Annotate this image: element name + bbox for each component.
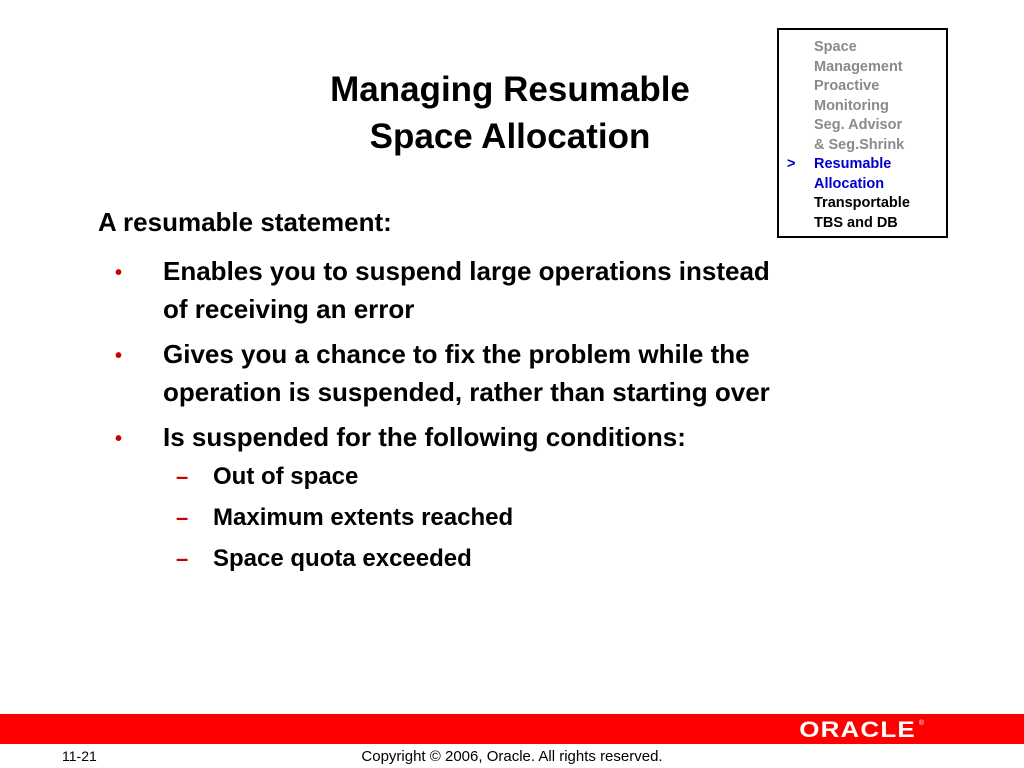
bullet-line: Enables you to suspend large operations instead bbox=[163, 256, 770, 286]
topic-item: Seg. Advisor bbox=[814, 117, 903, 133]
topic-item: Space bbox=[814, 39, 857, 55]
dash-icon: – bbox=[176, 464, 189, 489]
bullet-line: Is suspended for the following conditions: bbox=[163, 422, 686, 452]
bullet-icon: • bbox=[115, 345, 123, 367]
topic-item: & Seg.Shrink bbox=[814, 137, 905, 153]
topic-item: Monitoring bbox=[814, 98, 889, 114]
page-number: 11-21 bbox=[62, 748, 97, 764]
topic-item: Proactive bbox=[814, 78, 880, 94]
topic-item: Management bbox=[814, 59, 903, 75]
dash-icon: – bbox=[176, 546, 189, 571]
bullet-text bbox=[163, 252, 923, 328]
oracle-logo: ORACLE bbox=[799, 717, 916, 742]
dash-icon: – bbox=[176, 505, 189, 530]
current-topic-marker: > bbox=[787, 156, 796, 172]
topic-item-current: Resumable bbox=[814, 156, 892, 172]
topic-item: Transportable bbox=[814, 195, 910, 211]
copyright-notice: Copyright © 2006, Oracle. All rights reserved. bbox=[361, 748, 663, 765]
subbullet-text: Out of space bbox=[213, 463, 359, 490]
bullet-line: operation is suspended, rather than starting over bbox=[163, 377, 770, 407]
topic-item-current: Allocation bbox=[814, 176, 885, 192]
topic-item: TBS and DB bbox=[814, 215, 898, 231]
bullet-line: of receiving an error bbox=[163, 294, 415, 324]
bullet-icon: • bbox=[115, 262, 123, 284]
footer-bar bbox=[0, 714, 1024, 744]
bullet-line: Gives you a chance to fix the problem while the bbox=[163, 339, 750, 369]
bullet-text bbox=[163, 418, 923, 456]
bullet-icon: • bbox=[115, 428, 123, 450]
title-line-2: Space Allocation bbox=[369, 117, 651, 156]
bullet-text bbox=[163, 335, 923, 411]
subbullet-text: Maximum extents reached bbox=[213, 504, 514, 531]
registered-mark: ® bbox=[918, 720, 924, 727]
slide-title bbox=[240, 66, 780, 160]
intro-text: A resumable statement: bbox=[98, 207, 392, 237]
title-line-1: Managing Resumable bbox=[330, 70, 690, 109]
topic-navigation-box bbox=[777, 28, 948, 238]
subbullet-text: Space quota exceeded bbox=[213, 545, 472, 572]
